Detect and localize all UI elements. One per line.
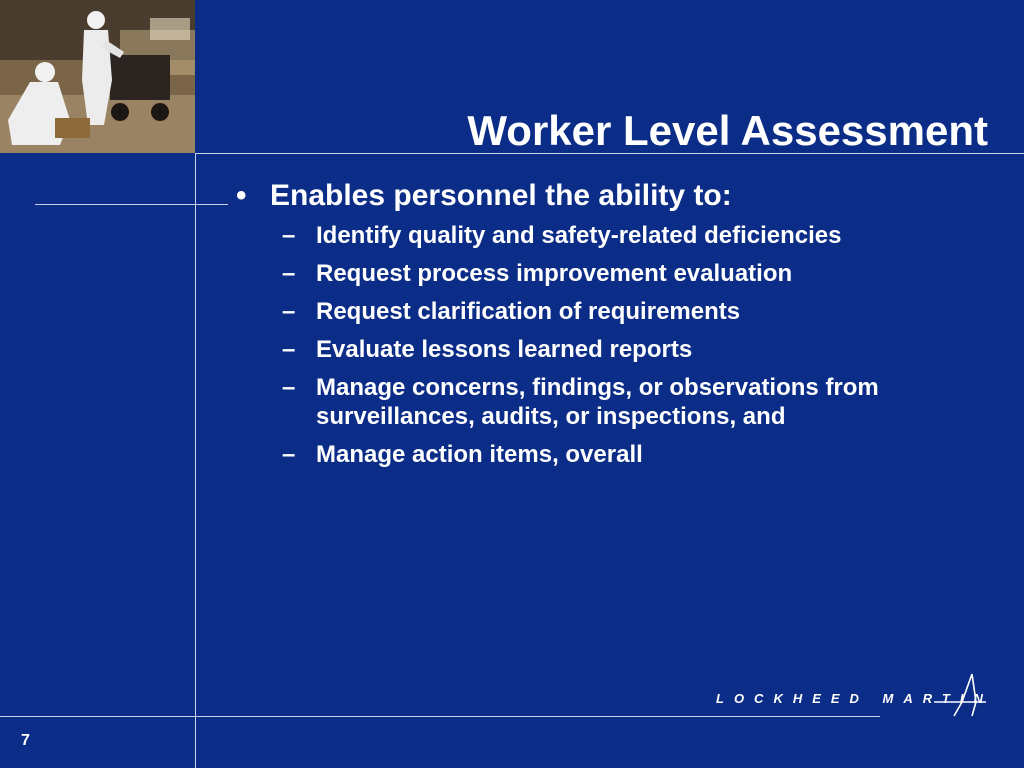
- sub-bullet-item: [282, 221, 1012, 250]
- sub-bullet-text: Request process improvement evaluation: [316, 260, 793, 287]
- bullet-item: [232, 175, 1012, 217]
- slide-title: Worker Level Assessment: [467, 107, 988, 154]
- sub-bullet-text: Manage action items, overall: [316, 441, 643, 468]
- sub-bullet-text: Manage concerns, findings, or observations from surveillances, audits, or inspections, and: [316, 374, 879, 430]
- dash-icon: –: [282, 260, 296, 287]
- dash-icon: –: [282, 441, 296, 468]
- dash-icon: –: [282, 298, 296, 325]
- bullet-list: [232, 175, 1012, 478]
- dash-icon: –: [282, 374, 296, 401]
- sub-bullet-text: Identify quality and safety-related deficiencies: [316, 222, 842, 249]
- dash-icon: –: [282, 222, 296, 249]
- workers-photo: [0, 0, 195, 153]
- sub-bullet-item: [282, 440, 1012, 469]
- sub-bullet-text: Evaluate lessons learned reports: [316, 336, 693, 363]
- sub-bullet-item: [282, 259, 1012, 288]
- sub-bullet-item: [282, 373, 1012, 431]
- lockheed-martin-logo: [716, 672, 993, 720]
- workers-in-protective-suits-photo: [0, 0, 195, 153]
- logo-wordmark: LOCKHEED MARTIN: [716, 691, 993, 706]
- bullet-icon: •: [236, 179, 247, 212]
- lockheed-star-icon: [932, 672, 988, 718]
- sub-bullet-item: [282, 297, 1012, 326]
- page-number: 7: [21, 732, 30, 749]
- bullet-text: Enables personnel the ability to:: [270, 179, 732, 212]
- left-accent-rule: [35, 204, 228, 205]
- sub-bullet-item: [282, 335, 1012, 364]
- dash-icon: –: [282, 336, 296, 363]
- sub-bullet-list: [232, 221, 1012, 469]
- vertical-rule: [195, 153, 196, 768]
- sub-bullet-text: Request clarification of requirements: [316, 298, 741, 325]
